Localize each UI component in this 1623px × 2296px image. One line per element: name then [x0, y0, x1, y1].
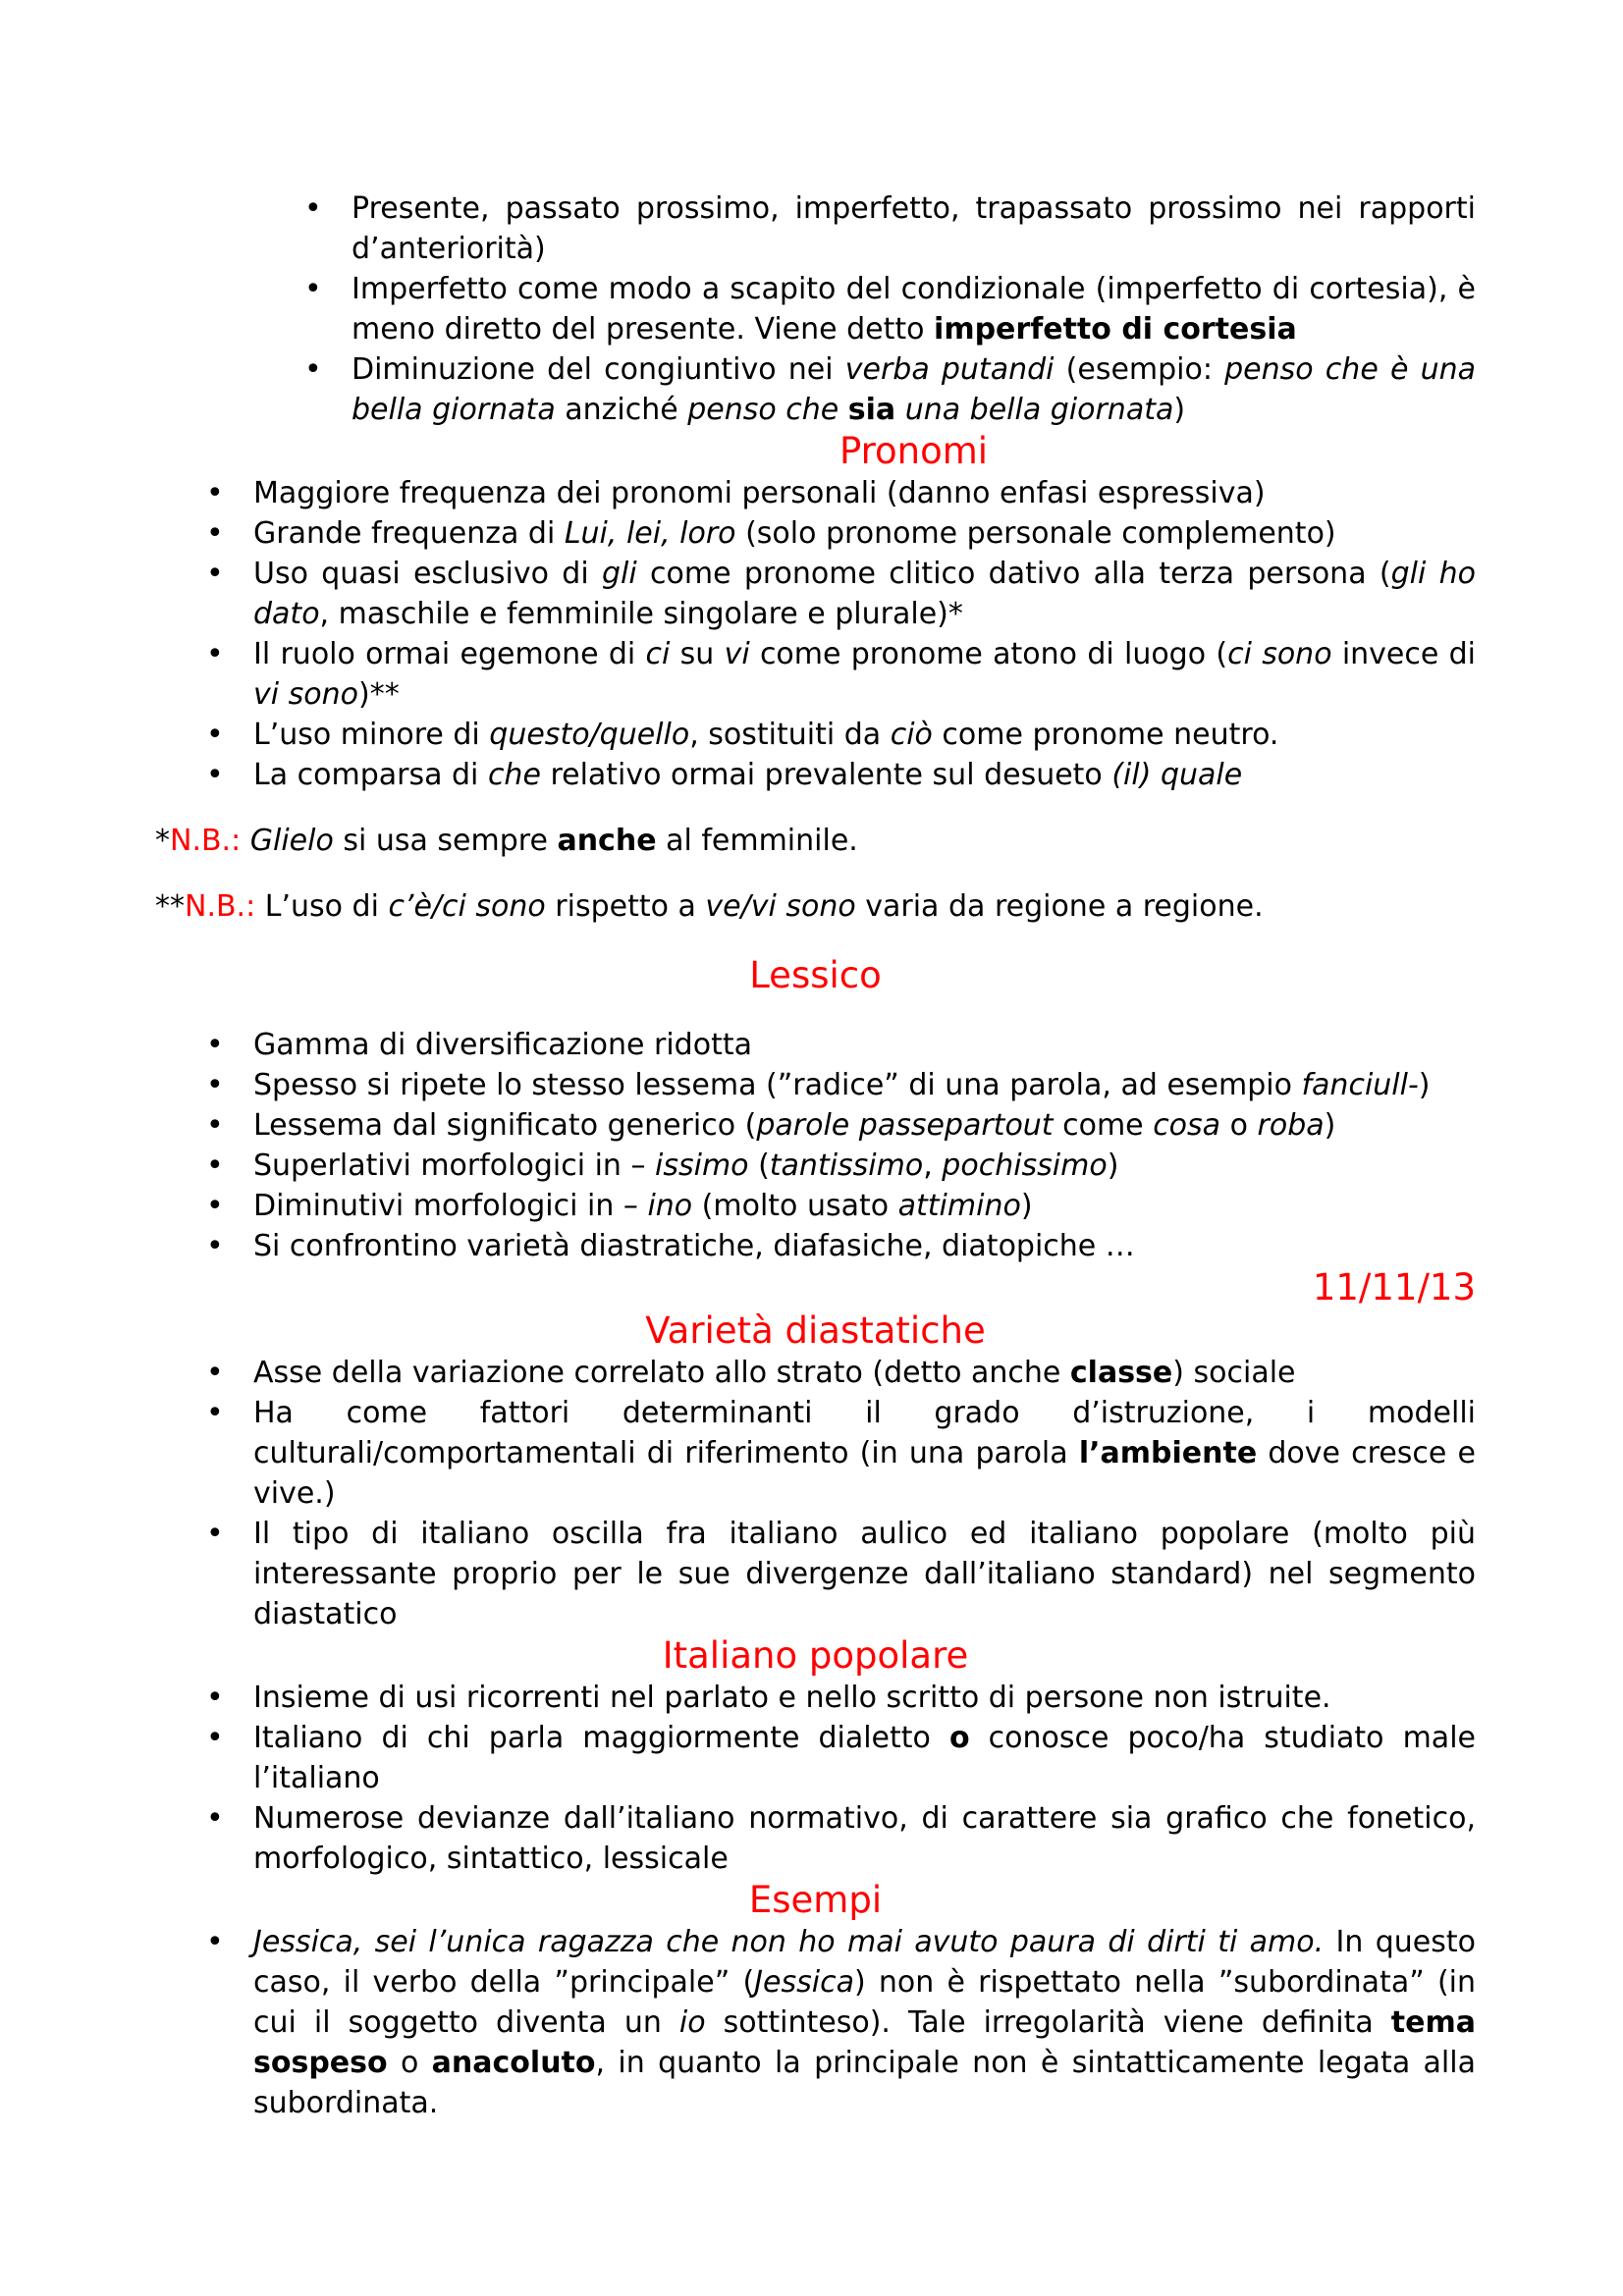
note-ce-ci-sono: **N.B.: L’uso di c’è/ci sono rispetto a ve/vi sono varia da regione a regione. — [155, 889, 1264, 924]
list-item: • Presente, passato prossimo, imperfetto, trapassato prossimo nei rapporti d’anteriorità) — [155, 188, 1476, 269]
note-glielo: *N.B.: Glielo si usa sempre anche al femminile. — [155, 824, 858, 858]
list-item: • Insieme di usi ricorrenti nel parlato e nello scritto di persone non istruite. — [155, 1678, 1476, 1718]
lessico-list — [155, 1025, 1476, 1266]
list-item: • Diminuzione del congiuntivo nei verba putandi (esempio: penso che è una bella giornata anziché penso che sia una bella giornata) — [155, 349, 1476, 430]
esempi-list — [155, 1922, 1476, 2123]
list-item: • Diminutivi morfologici in – ino (molto usato attimino) — [155, 1186, 1476, 1226]
list-item: • Italiano di chi parla maggiormente dialetto o conosce poco/ha studiato male l’italiano — [155, 1718, 1476, 1798]
heading-lessico: Lessico — [749, 954, 882, 996]
list-item: • Il ruolo ormai egemone di ci su vi come pronome atono di luogo (ci sono invece di vi sono)** — [155, 634, 1476, 715]
list-item: • L’uso minore di questo/quello, sostituiti da ciò come pronome neutro. — [155, 715, 1476, 755]
popolare-list — [155, 1678, 1476, 1879]
list-item: • Ha come fattori determinanti il grado d’istruzione, i modelli culturali/comportamentali di riferimento (in una parola l’ambiente dove cresce e vive.) — [155, 1393, 1476, 1514]
list-item: • Maggiore frequenza dei pronomi personali (danno enfasi espressiva) — [155, 473, 1476, 513]
list-item: • Lessema dal significato generico (parole passepartout come cosa o roba) — [155, 1105, 1476, 1146]
heading-italiano-popolare: Italiano popolare — [662, 1634, 969, 1677]
list-item: • Gamma di diversificazione ridotta — [155, 1025, 1476, 1065]
list-item: • Il tipo di italiano oscilla fra italiano aulico ed italiano popolare (molto più interessante proprio per le sue divergenze dall’italiano standard) nel segmento diastatico — [155, 1514, 1476, 1634]
list-item: • La comparsa di che relativo ormai prevalente sul desueto (il) quale — [155, 755, 1476, 795]
date-label: 11/11/13 — [1312, 1266, 1476, 1308]
intro-list — [155, 188, 1476, 430]
list-item: • Superlativi morfologici in – issimo (tantissimo, pochissimo) — [155, 1146, 1476, 1186]
varieta-list — [155, 1353, 1476, 1634]
list-item: • Spesso si ripete lo stesso lessema (”radice” di una parola, ad esempio fanciull-) — [155, 1065, 1476, 1105]
heading-pronomi: Pronomi — [839, 430, 989, 472]
list-item: • Si confrontino varietà diastratiche, diafasiche, diatopiche … — [155, 1226, 1476, 1266]
heading-esempi: Esempi — [748, 1879, 883, 1921]
list-item: • Imperfetto come modo a scapito del condizionale (imperfetto di cortesia), è meno diretto del presente. Viene detto imperfetto di cortesia — [155, 269, 1476, 349]
list-item: • Grande frequenza di Lui, lei, loro (solo pronome personale complemento) — [155, 513, 1476, 554]
list-item: • Numerose devianze dall’italiano normativo, di carattere sia grafico che fonetico, morfologico, sintattico, lessicale — [155, 1798, 1476, 1879]
heading-varieta: Varietà diastatiche — [645, 1309, 986, 1352]
list-item: • Jessica, sei l’unica ragazza che non ho mai avuto paura di dirti ti amo. In questo caso, il verbo della ”principale” (Jessica) non è rispettato nella ”subordinata” (in cui il soggetto diventa un io sottinteso). Tale irregolarità viene definita tema sospeso o anacoluto, in quanto la principale non è sintatticamente legata alla subordinata. — [155, 1922, 1476, 2123]
pronomi-list — [155, 473, 1476, 795]
page-content — [155, 188, 1476, 2123]
list-item: • Asse della variazione correlato allo strato (detto anche classe) sociale — [155, 1353, 1476, 1393]
list-item: • Uso quasi esclusivo di gli come pronome clitico dativo alla terza persona (gli ho dato, maschile e femminile singolare e plurale)* — [155, 554, 1476, 634]
